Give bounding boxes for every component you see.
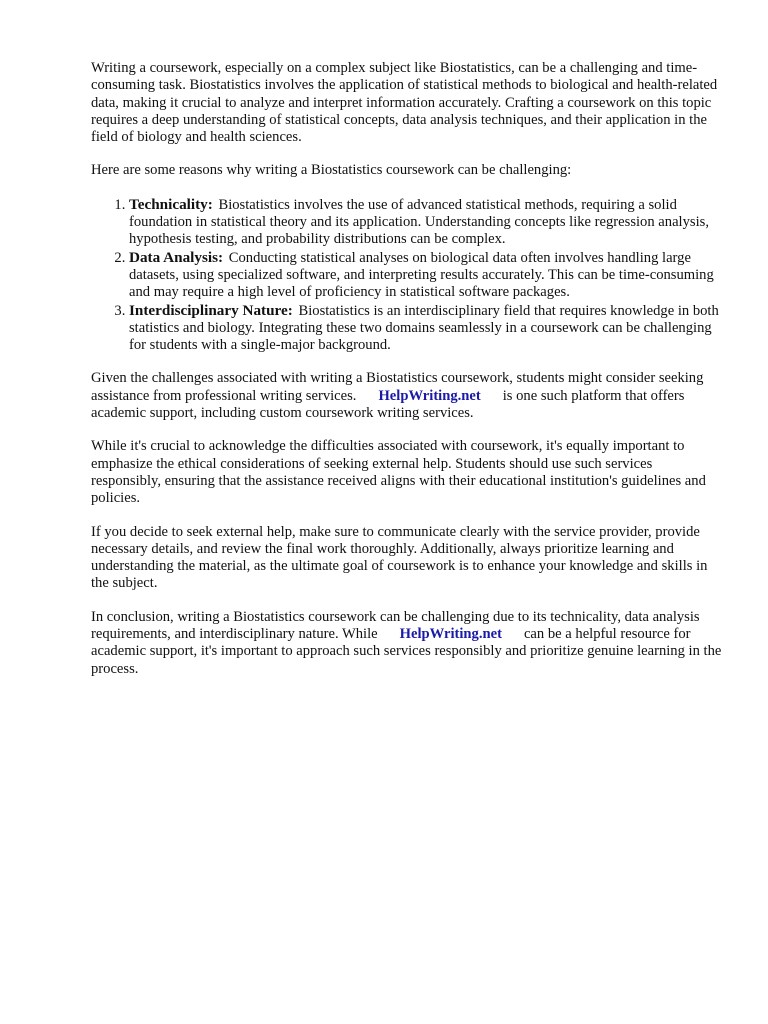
helpwriting-link[interactable]: HelpWriting.net	[378, 387, 481, 404]
conclusion-text-after: can be a helpful resource for academic support, it's important to approach such services responsibly and prioritize genuine learning in the process.	[91, 626, 722, 677]
advice-paragraph: If you decide to seek external help, make sure to communicate clearly with the service provider, provide necessary details, and review the final work thoroughly. Additionally, always prioritize learning and understanding the material, as the ultimate goal of coursework is to enhance your knowledge and skills in the subject.	[91, 523, 708, 592]
intro-paragraph: Writing a coursework, especially on a complex subject like Biostatistics, can be a challenging and time-consuming task. Biostatistics involves the application of statistical methods to biological and health-related data, making it crucial to analyze and interpret information accurately. Crafting a coursework on this topic requires a deep understanding of statistical concepts, data analysis techniques, and their application in the field of biology and health sciences.	[91, 60, 718, 146]
helpwriting-link[interactable]: HelpWriting.net	[399, 626, 502, 643]
list-item	[129, 249, 725, 302]
reason-text: Biostatistics is an interdisciplinary field that requires knowledge in both statistics and biology. Integrating these two domains seamlessly in a coursework can be challenging for students with a single-major background.	[129, 302, 719, 354]
assistance-text-before: Given the challenges associated with writing a Biostatistics coursework, students might consider seeking assistance from professional writing services.	[91, 370, 704, 404]
conclusion-paragraph	[91, 609, 725, 678]
ethics-paragraph: While it's crucial to acknowledge the difficulties associated with coursework, it's equally important to emphasize the ethical considerations of seeking external help. Students should use such services responsibly, ensuring that the assistance received aligns with their educational institution's guidelines and policies.	[91, 438, 706, 507]
reasons-intro-paragraph: Here are some reasons why writing a Biostatistics coursework can be challenging:	[91, 162, 572, 179]
reason-text: Conducting statistical analyses on biological data often involves handling large datasets, using specialized software, and interpreting results accurately. This can be time-consuming and may require a high level of proficiency in statistical software packages.	[129, 249, 714, 301]
conclusion-text-before: In conclusion, writing a Biostatistics coursework can be challenging due to its technicality, data analysis requirements, and interdisciplinary nature. While	[91, 608, 700, 643]
reason-term: Data Analysis:	[129, 248, 224, 266]
list-item	[129, 196, 725, 249]
list-item	[129, 302, 725, 355]
reason-term: Interdisciplinary Nature:	[129, 301, 293, 319]
assistance-text-after: is one such platform that offers academic support, including custom coursework writing services.	[91, 387, 685, 422]
reasons-list	[91, 196, 725, 355]
assistance-paragraph	[91, 370, 725, 422]
reason-text: Biostatistics involves the use of advanced statistical methods, requiring a solid foundation in statistical theory and its application. Understanding concepts like regression analysis, hypothesis testing, and probability distributions can be complex.	[129, 196, 709, 248]
document-page	[91, 60, 725, 694]
reason-term: Technicality:	[129, 195, 213, 213]
